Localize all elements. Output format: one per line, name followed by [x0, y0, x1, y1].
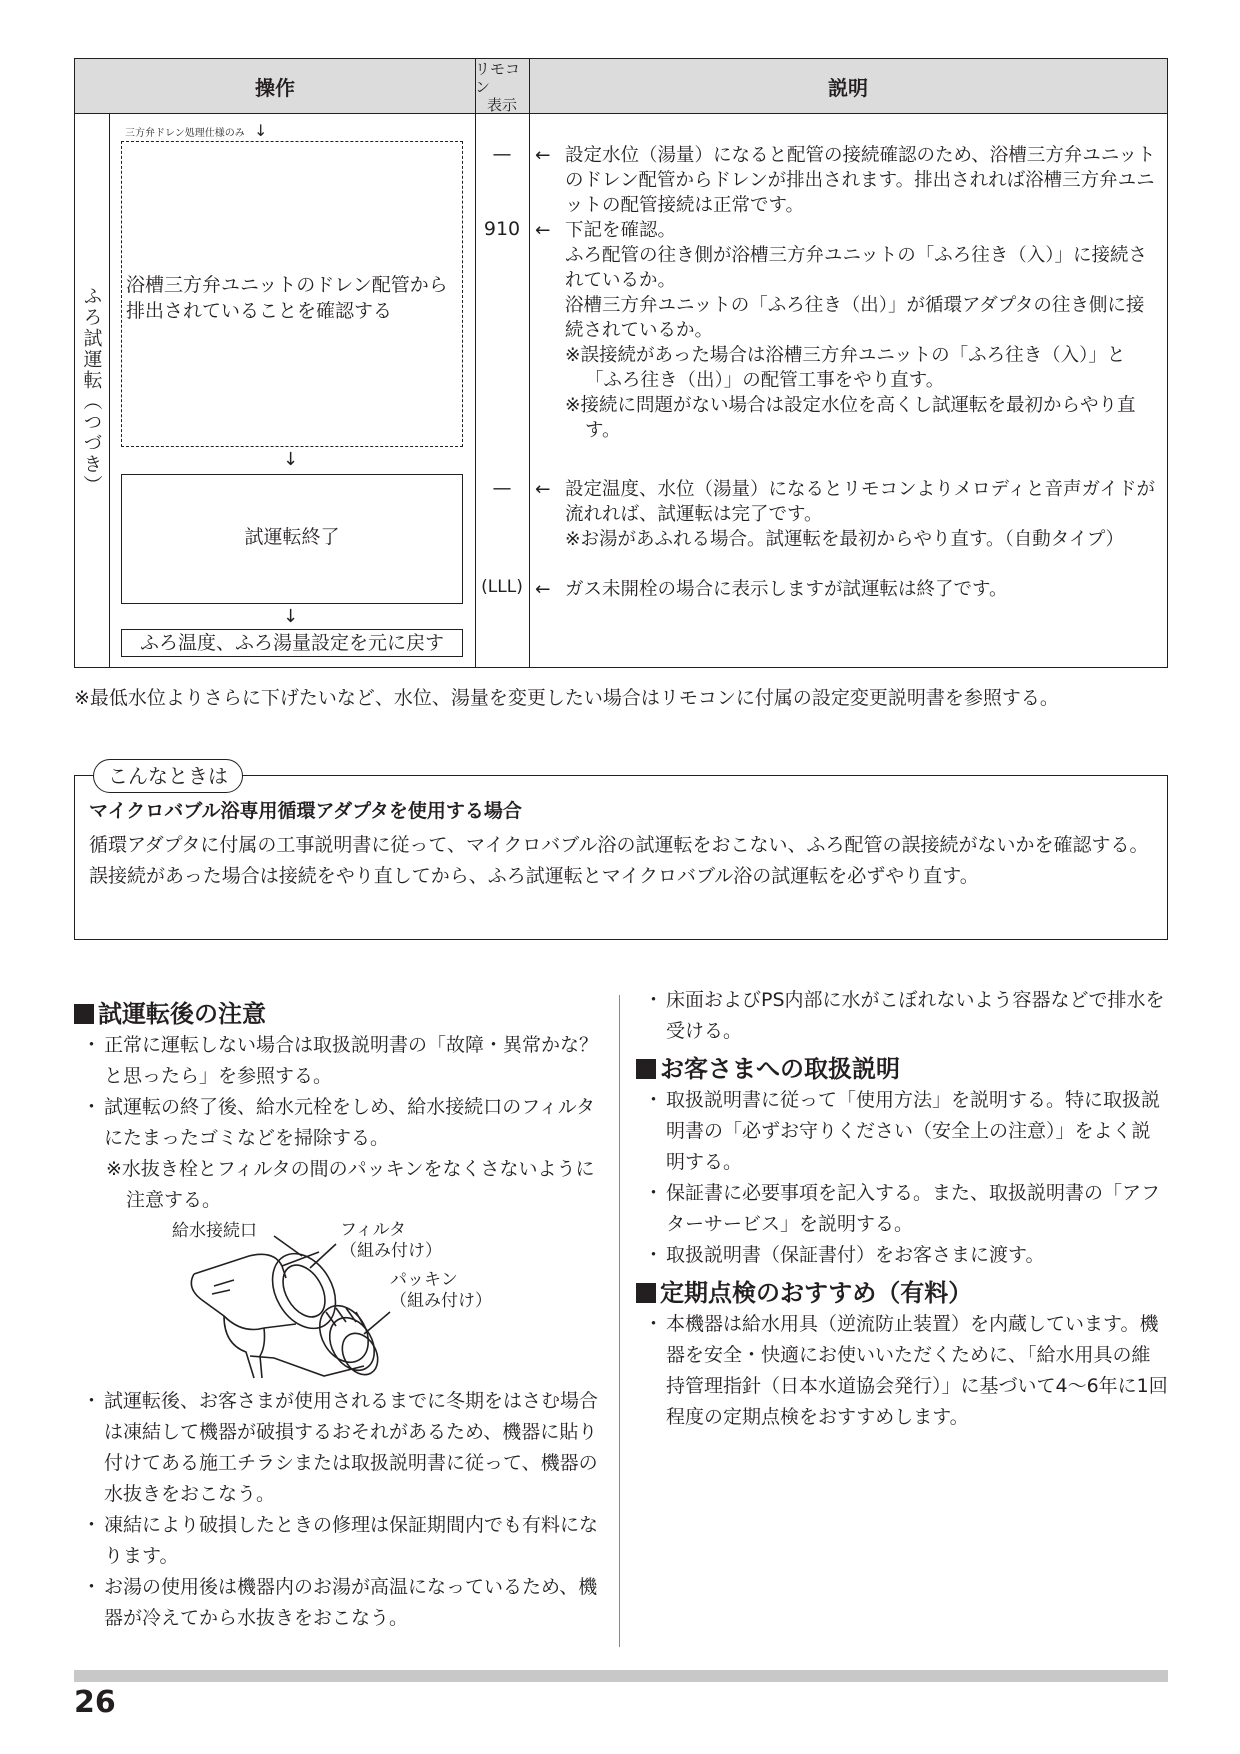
check-drain-step — [121, 141, 463, 447]
remote-code: 910 — [483, 218, 521, 240]
header-remote-line1: リモコン — [475, 59, 521, 96]
section-heading-text: 試運転後の注意 — [98, 1000, 266, 1028]
header-explanation: 説明 — [828, 76, 868, 100]
bullet-dot-icon: ・ — [82, 1514, 102, 1536]
square-bullet-icon — [636, 1283, 656, 1303]
bullet-item — [74, 1092, 604, 1154]
down-arrow-icon: ↓ — [283, 606, 299, 627]
left-column — [74, 998, 604, 1634]
callout-line: 誤接続があった場合は接続をやり直してから、ふろ試運転とマイクロバブル浴の試運転を必ずやり直す。 — [89, 865, 979, 887]
filter-label-line: （組み付け） — [340, 1241, 442, 1261]
bullet-dot-icon: ・ — [644, 1313, 664, 1335]
callout-title: マイクロバブル浴専用循環アダプタを使用する場合 — [89, 800, 522, 822]
filter-label — [340, 1220, 442, 1262]
bullet-dot-icon: ・ — [82, 1390, 102, 1412]
restore-step — [121, 629, 463, 657]
bullet-item — [74, 1510, 604, 1572]
header-remote-line2: 表示 — [486, 95, 517, 114]
explanation-note: ※接続に問題がない場合は設定水位を高くし試運転を最初からやり直す。 — [565, 395, 1136, 441]
bullet-item — [74, 1386, 604, 1510]
bullet-dot-icon: ・ — [82, 1034, 102, 1056]
section-heading-text: お客さまへの取扱説明 — [660, 1055, 900, 1083]
bullet-text: 正常に運転しない場合は取扱説明書の「故障・異常かな？と思ったら」を参照する。 — [104, 1034, 599, 1087]
footer-bar — [74, 1670, 1168, 1682]
bullet-text: 取扱説明書（保証書付）をお客さまに渡す。 — [666, 1244, 1045, 1266]
bullet-text: 床面およびPS内部に水がこぼれないよう容器などで排水を受ける。 — [666, 989, 1165, 1042]
section-heading — [636, 1053, 1168, 1085]
note-item: ※水抜き栓とフィルタの間のパッキンをなくさないように注意する。 — [106, 1158, 595, 1211]
left-arrow-icon: ← — [535, 479, 551, 500]
header-operation: 操作 — [255, 76, 295, 100]
bullet-item — [636, 1240, 1168, 1271]
callout-tab: こんなときは — [93, 759, 243, 793]
left-arrow-icon: ← — [535, 579, 551, 600]
bullet-dot-icon: ・ — [644, 1244, 664, 1266]
check-drain-text: 浴槽三方弁ユニットのドレン配管から排出されていることを確認する — [126, 274, 448, 322]
section-heading — [636, 1277, 1168, 1309]
bullet-item — [74, 1030, 604, 1092]
test-end-text: 試運転終了 — [244, 526, 340, 548]
drain-only-note — [125, 121, 267, 140]
header-remote — [475, 59, 529, 114]
bullet-dot-icon: ・ — [82, 1576, 102, 1598]
packing-label-line: パッキン — [390, 1270, 458, 1290]
page-number: 26 — [74, 1685, 116, 1720]
left-arrow-icon: ← — [535, 220, 551, 241]
callout-line: 循環アダプタに付属の工事説明書に従って、マイクロバブル浴の試運転をおこない、ふろ配管の誤接続がないかを確認する。 — [89, 834, 1149, 856]
packing-label — [390, 1270, 492, 1312]
bullet-text: お湯の使用後は機器内のお湯が高温になっているため、機器が冷えてから水抜きをおこなう。 — [104, 1576, 598, 1629]
bullet-text: 本機器は給水用具（逆流防止装置）を内蔵しています。機器を安全・快適にお使いいただくために、「給水用具の維持管理指針（日本水道協会発行）」に基づいて4～6年に1回程度の定期点検をおすすめします。 — [666, 1313, 1168, 1428]
explanation-note: ※誤接続があった場合は浴槽三方弁ユニットの「ふろ往き（入）」と「ふろ往き（出）」の配管工事をやり直す。 — [565, 345, 1126, 391]
explanation-text: ガス未開栓の場合に表示しますが試運転は終了です。 — [565, 579, 1008, 600]
section-heading — [74, 998, 604, 1030]
bullet-text: 試運転後、お客さまが使用されるまでに冬期をはさむ場合は凍結して機器が破損するおそれがあるため、機器に貼り付けてある施工チラシまたは取扱説明書に従って、機器の水抜きをおこなう。 — [104, 1390, 599, 1505]
inlet-label: 給水接続口 — [172, 1221, 257, 1241]
bullet-dot-icon: ・ — [644, 1089, 664, 1111]
packing-label-line: （組み付け） — [390, 1291, 492, 1311]
test-end-step — [121, 474, 463, 604]
side-label-text: ふろ試運転（つづき） — [80, 285, 103, 496]
procedure-table — [74, 58, 1168, 668]
explanation-3 — [535, 477, 1159, 552]
remote-code: — — [492, 477, 512, 499]
footnote: ※最低水位よりさらに下げたいなど、水位、湯量を変更したい場合はリモコンに付属の設定変更説明書を参照する。 — [74, 687, 1059, 709]
square-bullet-icon — [74, 1004, 94, 1024]
explanation-1 — [535, 143, 1159, 218]
section-heading-text: 定期点検のおすすめ（有料） — [660, 1279, 973, 1307]
remote-code: (LLL) — [481, 577, 523, 597]
explanation-text: 設定温度、水位（湯量）になるとリモコンよりメロディと音声ガイドが流れれば、試運転は完了です。 — [565, 479, 1155, 525]
explanation-4 — [535, 577, 1159, 602]
bullet-dot-icon: ・ — [82, 1096, 102, 1118]
column-divider — [529, 59, 530, 667]
restore-text: ふろ温度、ふろ湯量設定を元に戻す — [139, 632, 444, 654]
bullet-item — [636, 985, 1168, 1047]
bullet-item — [636, 1178, 1168, 1240]
column-divider — [619, 995, 620, 1647]
right-column — [636, 985, 1168, 1433]
square-bullet-icon — [636, 1059, 656, 1079]
side-label — [75, 114, 109, 667]
explanation-text: 浴槽三方弁ユニットの「ふろ往き（出）」が循環アダプタの往き側に接続されているか。 — [565, 295, 1145, 341]
explanation-text: 下記を確認。 — [565, 220, 677, 241]
filter-label-line: フィルタ — [340, 1220, 406, 1240]
water-inlet-filter-illustration — [74, 1216, 604, 1386]
bullet-item — [636, 1309, 1168, 1433]
explanation-text: ふろ配管の往き側が浴槽三方弁ユニットの「ふろ往き（入）」に接続されているか。 — [565, 245, 1148, 291]
bullet-text: 取扱説明書に従って「使用方法」を説明する。特に取扱説明書の「必ずお守りください（安全上の注意）」をよく説明する。 — [666, 1089, 1161, 1173]
explanation-text: 設定水位（湯量）になると配管の接続確認のため、浴槽三方弁ユニットのドレン配管からドレンが排出されます。排出されれば浴槽三方弁ユニットの配管接続は正常です。 — [565, 145, 1156, 216]
callout-box — [74, 764, 1168, 940]
down-arrow-icon: ↓ — [283, 449, 299, 470]
drain-only-note-text: 三方弁ドレン処理仕様のみ — [125, 128, 245, 139]
filter-figure — [74, 1216, 604, 1386]
bullet-item — [74, 1572, 604, 1634]
bullet-dot-icon: ・ — [644, 1182, 664, 1204]
callout-content — [89, 796, 1153, 892]
side-divider — [109, 114, 110, 667]
bullet-item — [636, 1085, 1168, 1178]
remote-code: — — [492, 143, 512, 165]
explanation-2 — [535, 218, 1159, 443]
bullet-text: 試運転の終了後、給水元栓をしめ、給水接続口のフィルタにたまったゴミなどを掃除する。 — [104, 1096, 595, 1149]
bullet-text: 保証書に必要事項を記入する。また、取扱説明書の「アフターサービス」を説明する。 — [666, 1182, 1161, 1235]
down-arrow-icon: ↓ — [253, 121, 268, 140]
left-arrow-icon: ← — [535, 145, 551, 166]
bullet-dot-icon: ・ — [644, 989, 664, 1011]
table-header — [75, 59, 1167, 114]
bullet-text: 凍結により破損したときの修理は保証期間内でも有料になります。 — [104, 1514, 599, 1567]
explanation-note: ※お湯があふれる場合。試運転を最初からやり直す。（自動タイプ） — [565, 529, 1125, 550]
